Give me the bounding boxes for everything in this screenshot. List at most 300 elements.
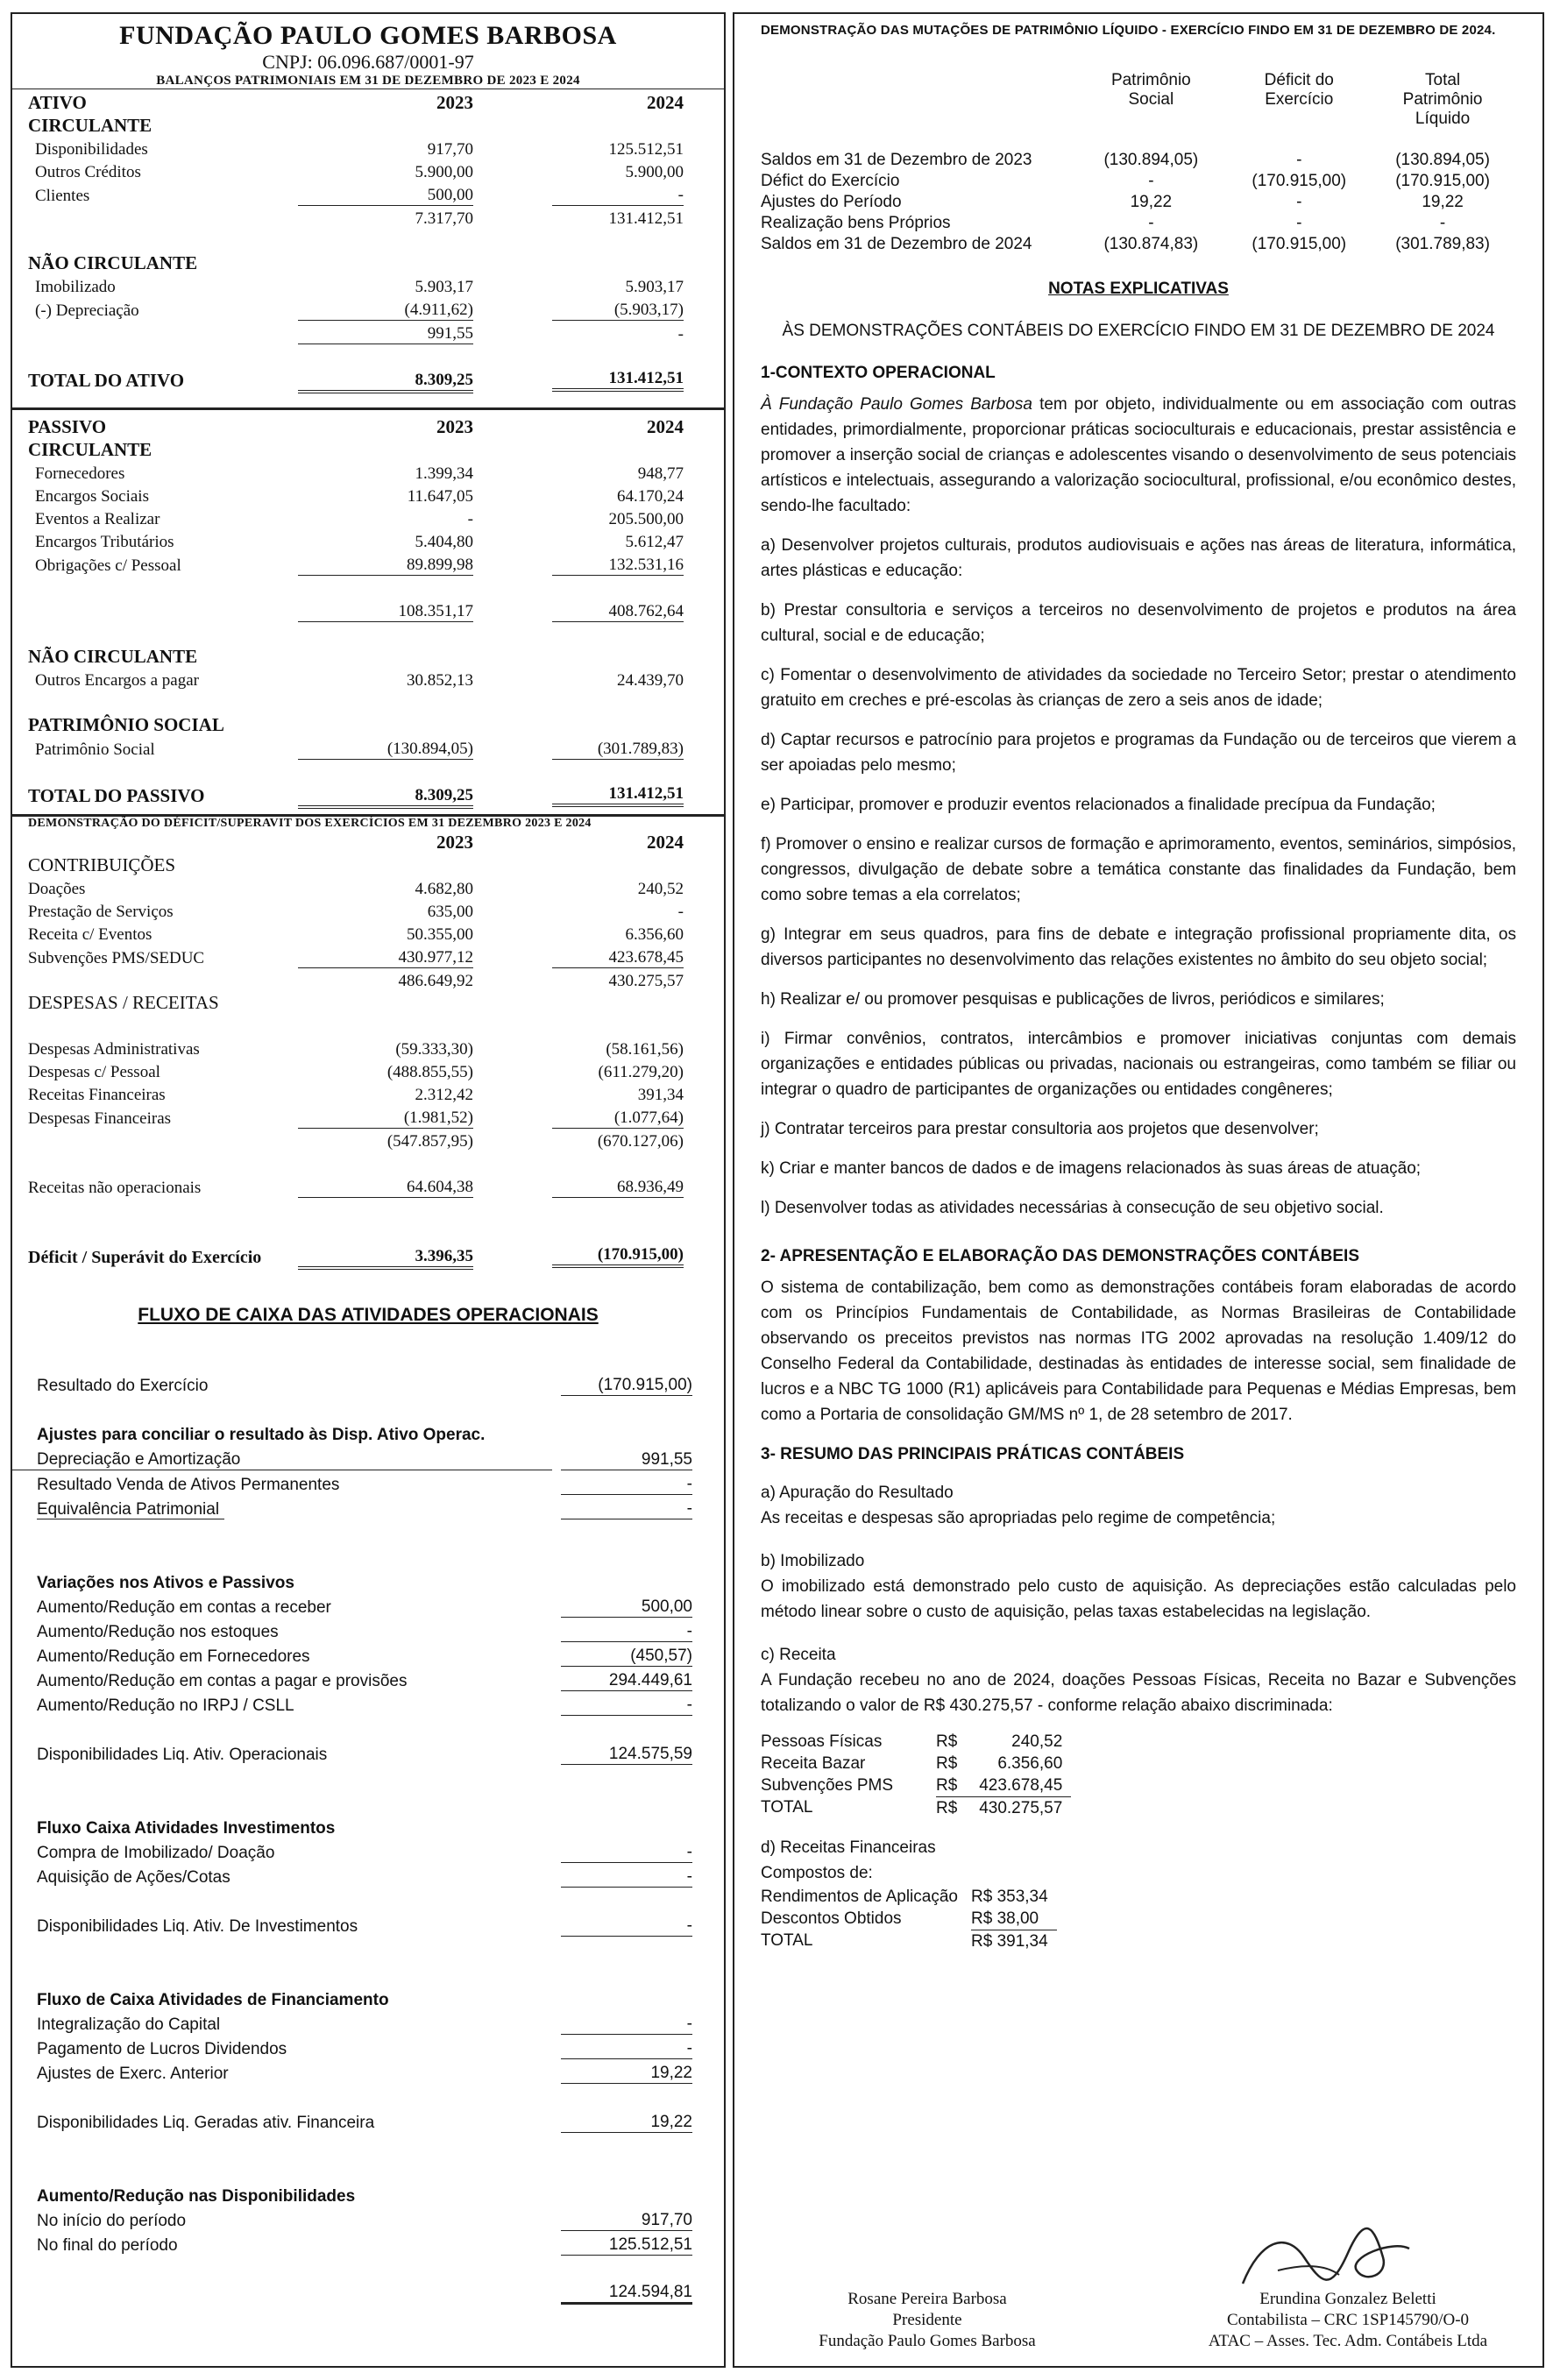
table-row xyxy=(761,171,1514,192)
section-title: 2- APRESENTAÇÃO E ELABORAÇÃO DAS DEMONSTRAÇÕES CONTÁBEIS xyxy=(761,1247,1359,1265)
row-label: Subvenções PMS/SEDUC xyxy=(28,948,205,967)
row-label: (-) Depreciação xyxy=(35,301,139,320)
cell: 19,22 xyxy=(1422,193,1464,211)
row-label: Saldos em 31 de Dezembro de 2023 xyxy=(761,151,1032,169)
row-label: Receitas Financeiras xyxy=(28,1086,166,1104)
mutacoes-table xyxy=(761,71,1514,255)
cell: (130.894,05) xyxy=(1395,151,1490,169)
total-label: TOTAL DO ATIVO xyxy=(28,370,185,391)
row-value: - xyxy=(561,1475,692,1495)
row-label: Aumento/Redução no IRPJ / CSLL xyxy=(37,1696,294,1715)
table-row xyxy=(12,137,724,159)
row-label: TOTAL xyxy=(761,1931,813,1951)
row-value-2024: (58.161,56) xyxy=(606,1040,684,1059)
paragraph: As receitas e despesas são apropriadas pelo regime de competência; xyxy=(761,1509,1276,1527)
total-label: TOTAL DO PASSIVO xyxy=(28,785,205,806)
subsection-title: b) Imobilizado xyxy=(761,1552,865,1570)
section-heading: DESPESAS / RECEITAS xyxy=(28,992,219,1013)
row-value: - xyxy=(561,1622,692,1642)
row-value-2023: - xyxy=(467,510,473,528)
row-value: - xyxy=(561,2015,692,2035)
row-label: Descontos Obtidos xyxy=(761,1909,902,1928)
cashflow-table xyxy=(12,1371,724,2305)
list-item: a) Desenvolver projetos culturais, produtos audiovisuais e ações nas áreas de literatura, informática, artes plásticas e educação: xyxy=(761,536,1516,580)
paragraph: O sistema de contabilização, bem como as demonstrações contábeis foram elaboradas de acordo com os Princípios Fundamentais de Contabilidade, as Normas Brasileiras de Contabilidade observando os preceitos previstos nas normas ITG 2002 aprovadas na resolução 1.409/12 do Conselho Federal da Contabilidade, destinadas às entidades de interesse social, sem finalidade de lucros e a NBC TG 1000 (R1) aplicáveis para Contabilidade para Pequenas e Médias Empresas, bem como a Portaria de consolidação GM/MS nº 1, de 28 setembro de 2017. xyxy=(761,1279,1516,1424)
paragraph: O imobilizado está demonstrado pelo custo de aquisição. As depreciações estão calculadas pelo método linear sobre o custo de aquisição, pelas taxas estabelecidas na legislação. xyxy=(761,1577,1516,1621)
row-label: Receita c/ Eventos xyxy=(28,925,152,944)
subtotal-2023: 108.351,17 xyxy=(298,599,473,622)
row-label: Eventos a Realizar xyxy=(35,510,160,528)
ativo-heading: ATIVO xyxy=(28,92,87,113)
row-label: Aquisição de Ações/Cotas xyxy=(37,1868,230,1887)
row-label: Imobilizado xyxy=(35,278,116,296)
row-label: Disponibilidades Liq. Geradas ativ. Financeira xyxy=(37,2114,375,2132)
total-2023: 8.309,25 xyxy=(298,367,473,392)
currency: R$ xyxy=(936,1798,958,1817)
table-row xyxy=(12,484,724,506)
table-row xyxy=(12,1174,724,1198)
table-row xyxy=(761,1731,1071,1753)
passivo-table xyxy=(12,415,724,809)
table-row xyxy=(12,2010,724,2035)
table-row xyxy=(12,945,724,968)
row-value: R$ 38,00 xyxy=(971,1908,1057,1930)
row-label: Saldos em 31 de Dezembro de 2024 xyxy=(761,235,1032,253)
signatory-name: Rosane Pereira Barbosa xyxy=(847,2290,1007,2308)
row-value-2024: 68.936,49 xyxy=(552,1178,684,1198)
row-label: Pessoas Físicas xyxy=(761,1732,883,1751)
cell: 19,22 xyxy=(1130,193,1173,211)
currency: R$ xyxy=(936,1774,966,1797)
list-item: k) Criar e manter bancos de dados e de imagens relacionados às suas áreas de atuação; xyxy=(761,1159,1422,1178)
row-value-2023: 64.604,38 xyxy=(298,1174,473,1198)
row-label: Ajustes do Período xyxy=(761,193,902,211)
list-item: l) Desenvolver todas as atividades necessárias à consecução de seu objetivo social. xyxy=(761,1199,1384,1217)
cell: - xyxy=(1148,172,1154,190)
row-value-2024: (611.279,20) xyxy=(598,1063,684,1081)
row-label: Subvenções PMS xyxy=(761,1775,894,1795)
table-row xyxy=(12,2035,724,2059)
notes-panel xyxy=(733,12,1544,2368)
row-label: Depreciação e Amortização xyxy=(12,1445,552,1470)
dre-table xyxy=(12,831,724,1270)
row-label: Clientes xyxy=(35,186,90,205)
row-value-2024: - xyxy=(552,186,684,206)
subtotal-row xyxy=(12,1129,724,1152)
section-heading: Ajustes para conciliar o resultado às Disp. Ativo Operac. xyxy=(37,1426,486,1444)
subsection-title: a) Apuração do Resultado xyxy=(761,1484,954,1502)
row-value: 124.594,81 xyxy=(561,2283,692,2305)
table-row xyxy=(761,1930,1057,1953)
total-row xyxy=(12,367,724,392)
table-row xyxy=(12,1618,724,1642)
row-value: - xyxy=(561,1499,692,1519)
row-value-2023: 1.399,34 xyxy=(415,464,473,483)
section-title: 3- RESUMO DAS PRINCIPAIS PRÁTICAS CONTÁBEIS xyxy=(761,1445,1185,1463)
row-label: Integralização do Capital xyxy=(37,2015,221,2034)
table-row xyxy=(12,668,724,691)
row-label: Rendimentos de Aplicação xyxy=(761,1887,958,1906)
subtotal-row xyxy=(12,968,724,992)
table-row xyxy=(761,1774,1071,1797)
subtotal-2024: (670.127,06) xyxy=(597,1132,684,1151)
row-value-2023: 2.312,42 xyxy=(415,1086,473,1104)
table-row xyxy=(12,297,724,321)
col-header: Déficit do xyxy=(1264,71,1334,89)
year-2024: 2024 xyxy=(647,832,684,853)
table-row xyxy=(761,1908,1057,1930)
currency: R$ xyxy=(936,1753,958,1773)
dre-title: DEMONSTRAÇÃO DO DÉFICIT/SUPERAVIT DOS EXERCÍCIOS EM 31 DEZEMBRO 2023 E 2024 xyxy=(28,817,592,830)
row-label: Disponibilidades xyxy=(35,140,148,159)
row-value-2023: 5.404,80 xyxy=(415,533,473,551)
subsection-title: d) Receitas Financeiras xyxy=(761,1838,936,1857)
row-value: (450,57) xyxy=(561,1647,692,1667)
table-row xyxy=(12,1863,724,1888)
row-value-2023: 5.900,00 xyxy=(415,163,473,181)
result-row xyxy=(12,1243,724,1268)
signatory-role: Contabilista – CRC 1SP145790/O-0 xyxy=(1226,2311,1470,2329)
row-value: R$ 391,34 xyxy=(971,1931,1048,1951)
table-row xyxy=(12,1667,724,1691)
row-value-2024: 125.512,51 xyxy=(608,140,684,159)
row-value: 991,55 xyxy=(561,1450,692,1470)
org-title: FUNDAÇÃO PAULO GOMES BARBOSA xyxy=(119,21,617,50)
row-label: Despesas Financeiras xyxy=(28,1109,172,1128)
table-row xyxy=(12,182,724,206)
table-row xyxy=(12,529,724,552)
total-row xyxy=(12,2280,724,2305)
row-value: 6.356,60 xyxy=(997,1753,1063,1773)
subtotal-row xyxy=(12,2108,724,2133)
row-label: Disponibilidades Liq. Ativ. Operacionais xyxy=(37,1746,328,1764)
col-header: Total xyxy=(1425,71,1461,89)
table-row xyxy=(761,1797,1071,1820)
row-label: Aumento/Redução nos estoques xyxy=(37,1623,279,1641)
section-heading: CIRCULANTE xyxy=(28,439,152,460)
table-row xyxy=(12,1082,724,1105)
row-label: No início do período xyxy=(37,2212,187,2230)
subtotal-2024: - xyxy=(677,324,684,344)
row-value-2024: (1.077,64) xyxy=(552,1109,684,1129)
row-label: Realização bens Próprios xyxy=(761,214,951,232)
paragraph: A Fundação recebeu no ano de 2024, doações Pessoas Físicas, Receita no Bazar e Subvenções totalizando o valor de R$ 430.275,57 - conforme relação abaixo discriminada: xyxy=(761,1671,1516,1715)
row-value: 124.575,59 xyxy=(561,1745,692,1765)
subtotal-2023: 486.649,92 xyxy=(398,972,473,990)
table-row xyxy=(12,506,724,529)
cell: - xyxy=(1296,193,1302,211)
result-2024: (170.915,00) xyxy=(552,1245,684,1268)
row-value-2023: 430.977,12 xyxy=(298,945,473,968)
signatory-role: Presidente xyxy=(892,2311,962,2329)
table-row xyxy=(12,899,724,922)
paragraph xyxy=(761,392,1516,519)
table-row xyxy=(761,234,1514,255)
org-name-italic: À Fundação Paulo Gomes Barbosa xyxy=(761,395,1033,414)
signatory-name: Erundina Gonzalez Beletti xyxy=(1259,2290,1436,2308)
cell: - xyxy=(1296,151,1302,169)
table-row xyxy=(12,159,724,182)
total-2024: 131.412,51 xyxy=(552,784,684,807)
row-value-2023: 11.647,05 xyxy=(407,487,473,506)
row-value-2024: 5.900,00 xyxy=(625,163,684,181)
row-value: 19,22 xyxy=(561,2064,692,2084)
list-item: f) Promover o ensino e realizar cursos de formação e aprimoramento, eventos, seminários, simpósios, congressos, divulgação de debate sobre a temática constante das finalidades da Fundação, bem como sobre temas a ela correlatos; xyxy=(761,835,1516,904)
table-row xyxy=(12,1470,724,1496)
col-header: Patrimônio xyxy=(1110,71,1191,89)
row-value-2023: 50.355,00 xyxy=(407,925,473,944)
row-value: - xyxy=(561,1867,692,1888)
table-row xyxy=(761,213,1514,234)
subtotal-2023: 7.317,70 xyxy=(415,209,473,228)
row-value-2024: 240,52 xyxy=(637,880,684,898)
cell: (170.915,00) xyxy=(1252,235,1347,253)
year-2023: 2023 xyxy=(436,92,473,113)
signatory-org: ATAC – Asses. Tec. Adm. Contábeis Ltda xyxy=(1208,2332,1488,2350)
table-row xyxy=(12,1445,724,1470)
section-heading: Fluxo de Caixa Atividades de Financiamento xyxy=(37,1991,389,2009)
table-row xyxy=(12,1642,724,1667)
row-label: Prestação de Serviços xyxy=(28,903,174,921)
receitas-financeiras-table xyxy=(761,1886,1057,1952)
passivo-heading: PASSIVO xyxy=(28,416,107,437)
row-value-2024: - xyxy=(677,903,684,921)
row-value-2023: 4.682,80 xyxy=(415,880,473,898)
row-label: Pagamento de Lucros Dividendos xyxy=(37,2040,287,2058)
row-value-2023: 89.899,98 xyxy=(298,552,473,576)
subtotal-row xyxy=(12,321,724,344)
row-label: Disponibilidades Liq. Ativ. De Investimentos xyxy=(37,1917,358,1936)
section-heading: PATRIMÔNIO SOCIAL xyxy=(28,714,224,735)
row-value-2023: 30.852,13 xyxy=(407,671,473,690)
table-row xyxy=(12,461,724,484)
list-item: j) Contratar terceiros para prestar consultoria aos projetos que desenvolver; xyxy=(761,1120,1319,1138)
table-row xyxy=(12,552,724,576)
signature-block-accountant xyxy=(1173,2289,1523,2352)
row-value: - xyxy=(561,1696,692,1716)
row-value-2024: (301.789,83) xyxy=(552,740,684,760)
section-heading: CIRCULANTE xyxy=(28,115,152,136)
row-value-2024: 24.439,70 xyxy=(617,671,684,690)
row-label: TOTAL xyxy=(761,1798,813,1817)
row-label: Aumento/Redução em Fornecedores xyxy=(37,1647,310,1666)
list-item: d) Captar recursos e patrocínio para projetos e programas da Fundação ou de terceiros que vierem a ser apoiadas pelo mesmo; xyxy=(761,731,1516,775)
row-value-2024: 423.678,45 xyxy=(552,948,684,968)
row-label: No final do período xyxy=(37,2236,178,2255)
row-value-2023: (59.333,30) xyxy=(395,1040,473,1059)
row-label: Despesas Administrativas xyxy=(28,1040,200,1059)
section-heading: NÃO CIRCULANTE xyxy=(28,252,198,273)
row-label: Resultado Venda de Ativos Permanentes xyxy=(37,1476,340,1494)
row-label: Ajustes de Exerc. Anterior xyxy=(37,2065,229,2083)
list-item: h) Realizar e/ ou promover pesquisas e publicações de livros, periódicos e similares; xyxy=(761,990,1385,1009)
table-row xyxy=(12,1105,724,1129)
row-value: 423.678,45 xyxy=(966,1774,1071,1797)
table-row xyxy=(12,1371,724,1396)
row-value-2023: 500,00 xyxy=(298,182,473,206)
row-value-2023: (1.981,52) xyxy=(298,1105,473,1129)
row-value: - xyxy=(561,1916,692,1937)
row-label: Défict do Exercício xyxy=(761,172,900,190)
table-row xyxy=(761,1753,1071,1774)
table-row xyxy=(12,1593,724,1618)
section-heading: Aumento/Redução nas Disponibilidades xyxy=(37,2187,356,2206)
row-value: R$ 353,34 xyxy=(971,1887,1048,1906)
row-value: 240,52 xyxy=(1011,1732,1063,1751)
subtotal-row xyxy=(12,599,724,622)
table-row xyxy=(12,274,724,297)
subtotal-row xyxy=(12,1740,724,1765)
row-value: 125.512,51 xyxy=(561,2235,692,2256)
subtotal-2024: 131.412,51 xyxy=(608,209,684,228)
cell: (130.874,83) xyxy=(1103,235,1199,253)
currency: R$ xyxy=(936,1732,958,1751)
row-value-2023: (488.855,55) xyxy=(386,1063,473,1081)
list-item: e) Participar, promover e produzir eventos relacionados a finalidade precípua da Fundação; xyxy=(761,796,1436,814)
row-label: Encargos Tributários xyxy=(35,533,174,551)
cnpj: CNPJ: 06.096.687/0001-97 xyxy=(262,51,474,73)
table-row xyxy=(12,1838,724,1863)
row-value: - xyxy=(561,1843,692,1863)
list-item: i) Firmar convênios, contratos, intercâmbios e promover iniciativas conjuntas com demais organizações e entidades públicas ou privadas, nacionais ou estrangeiras, como também se filiar ou integrar o quadro de participantes de organizações ou entidades congêneres; xyxy=(761,1030,1516,1099)
total-2024: 131.412,51 xyxy=(552,369,684,392)
subtotal-row xyxy=(12,1912,724,1937)
list-item: g) Integrar em seus quadros, para fins de debate e integração profissional propriamente dita, os diversos participantes no desenvolvimento das relações existentes no âmbito do seu objeto social; xyxy=(761,925,1516,969)
row-value-2024: 948,77 xyxy=(637,464,684,483)
row-value-2023: (130.894,05) xyxy=(298,736,473,760)
row-value-2024: 6.356,60 xyxy=(625,925,684,944)
notes-subheading: ÀS DEMONSTRAÇÕES CONTÁBEIS DO EXERCÍCIO FINDO EM 31 DE DEZEMBRO DE 2024 xyxy=(782,322,1495,340)
subtotal-row xyxy=(12,206,724,230)
notes-heading: NOTAS EXPLICATIVAS xyxy=(1048,280,1229,298)
row-value: 294.449,61 xyxy=(561,1671,692,1691)
col-header: Líquido xyxy=(1415,110,1471,128)
cell: (301.789,83) xyxy=(1395,235,1490,253)
col-header: Patrimônio xyxy=(1402,90,1483,109)
row-label: Patrimônio Social xyxy=(35,740,155,759)
subtotal-2024: 408.762,64 xyxy=(552,602,684,622)
cell: - xyxy=(1439,214,1446,232)
table-row xyxy=(12,736,724,760)
row-label: Encargos Sociais xyxy=(35,487,149,506)
table-row xyxy=(12,2206,724,2231)
table-row xyxy=(761,150,1514,171)
row-value-2023: (4.911,62) xyxy=(298,297,473,321)
row-value-2024: (5.903,17) xyxy=(552,301,684,321)
table-row xyxy=(12,2231,724,2256)
row-value: 500,00 xyxy=(561,1597,692,1618)
row-value-2024: 5.903,17 xyxy=(625,278,684,296)
row-label: Resultado do Exercício xyxy=(37,1377,209,1395)
subtotal-2024: 430.275,57 xyxy=(608,972,684,990)
row-label: Outros Encargos a pagar xyxy=(35,671,199,690)
paragraph-text: tem por objeto, individualmente ou em associação com outras entidades, primordialmente, proporcionar práticas socioculturais e educacionais, prestar assistência e promover a inserção social de crianças e adolescentes visando o desenvolvimento de seus potenciais artísticos e intelectuais, assegurando a valorização sociocultural, profissional, e/ou econômico destes, sendo-lhe facultado: xyxy=(761,395,1517,515)
row-label: Despesas c/ Pessoal xyxy=(28,1063,160,1081)
table-row xyxy=(12,1691,724,1716)
table-row xyxy=(12,922,724,945)
row-value: (170.915,00) xyxy=(561,1376,692,1396)
row-value-2023: 5.903,17 xyxy=(415,278,473,296)
col-header: Social xyxy=(1128,90,1174,109)
row-label: Doações xyxy=(28,880,86,898)
table-row xyxy=(12,1037,724,1059)
table-row xyxy=(12,1495,724,1519)
row-label: Obrigações c/ Pessoal xyxy=(35,556,181,575)
total-row xyxy=(12,783,724,807)
col-header: Exercício xyxy=(1265,90,1334,109)
table-row xyxy=(761,192,1514,213)
result-2023: 3.396,35 xyxy=(298,1243,473,1268)
result-label: Déficit / Superávit do Exercício xyxy=(28,1248,262,1267)
year-2023: 2023 xyxy=(436,416,473,437)
total-2023: 8.309,25 xyxy=(298,783,473,807)
divider xyxy=(12,407,724,410)
row-value-2024: 132.531,16 xyxy=(552,556,684,576)
table-row xyxy=(12,2059,724,2084)
financial-statements-panel xyxy=(11,12,726,2368)
cell: (130.894,05) xyxy=(1103,151,1199,169)
subsection-title: c) Receita xyxy=(761,1646,836,1664)
row-value: 430.275,57 xyxy=(979,1798,1063,1817)
mutacoes-title: DEMONSTRAÇÃO DAS MUTAÇÕES DE PATRIMÔNIO LÍQUIDO - EXERCÍCIO FINDO EM 31 DE DEZEMBRO DE 2024. xyxy=(761,23,1496,38)
balance-title: BALANÇOS PATRIMONIAIS EM 31 DE DEZEMBRO DE 2023 E 2024 xyxy=(156,74,580,88)
table-row xyxy=(761,1886,1057,1908)
cashflow-title: FLUXO DE CAIXA DAS ATIVIDADES OPERACIONAIS xyxy=(138,1305,599,1325)
row-value-2023: 635,00 xyxy=(427,903,473,921)
list-item: c) Fomentar o desenvolvimento de atividades da sociedade no Terceiro Setor; prestar o atendimento gratuito em creches e pré-escolas às crianças de zero a seis anos de idade; xyxy=(761,666,1516,710)
row-label: Outros Créditos xyxy=(35,163,141,181)
section-heading: NÃO CIRCULANTE xyxy=(28,646,198,667)
list-item: b) Prestar consultoria e serviços a terceiros no desenvolvimento de projetos e produtos na área cultural, social e de educação; xyxy=(761,601,1516,645)
signatory-org: Fundação Paulo Gomes Barbosa xyxy=(819,2332,1036,2350)
ativo-table xyxy=(12,91,724,393)
row-value-2023: 917,70 xyxy=(427,140,473,159)
row-label: Aumento/Redução em contas a pagar e provisões xyxy=(37,1672,408,1690)
row-label: Compra de Imobilizado/ Doação xyxy=(37,1844,275,1862)
section-heading: CONTRIBUIÇÕES xyxy=(28,854,176,875)
subtotal-2023: 991,55 xyxy=(298,321,473,344)
cell: - xyxy=(1296,214,1302,232)
section-title: 1-CONTEXTO OPERACIONAL xyxy=(761,364,996,382)
subtotal-2023: (547.857,95) xyxy=(386,1132,473,1151)
table-row xyxy=(12,876,724,899)
section-heading: Fluxo Caixa Atividades Investimentos xyxy=(37,1819,336,1838)
year-2024: 2024 xyxy=(647,92,684,113)
row-label: Fornecedores xyxy=(35,464,125,483)
row-value: - xyxy=(561,2039,692,2059)
row-label: Equivalência Patrimonial xyxy=(37,1500,224,1519)
year-2023: 2023 xyxy=(436,832,473,853)
row-label: Aumento/Redução em contas a receber xyxy=(37,1598,331,1617)
row-label: Receitas não operacionais xyxy=(28,1178,202,1197)
section-heading: Variações nos Ativos e Passivos xyxy=(37,1574,294,1592)
row-value-2024: 391,34 xyxy=(637,1086,684,1104)
cell: (170.915,00) xyxy=(1395,172,1490,190)
cell: - xyxy=(1148,214,1154,232)
paragraph: Compostos de: xyxy=(761,1864,873,1882)
cell: (170.915,00) xyxy=(1252,172,1347,190)
row-label: Receita Bazar xyxy=(761,1753,866,1773)
row-value-2024: 205.500,00 xyxy=(608,510,684,528)
row-value-2024: 5.612,47 xyxy=(625,533,684,551)
row-value: 917,70 xyxy=(561,2211,692,2231)
row-value: 19,22 xyxy=(561,2113,692,2133)
year-2024: 2024 xyxy=(647,416,684,437)
row-value-2024: 64.170,24 xyxy=(617,487,684,506)
signature-block-president xyxy=(778,2289,1076,2352)
table-row xyxy=(12,1059,724,1082)
receita-table xyxy=(761,1731,1071,1819)
